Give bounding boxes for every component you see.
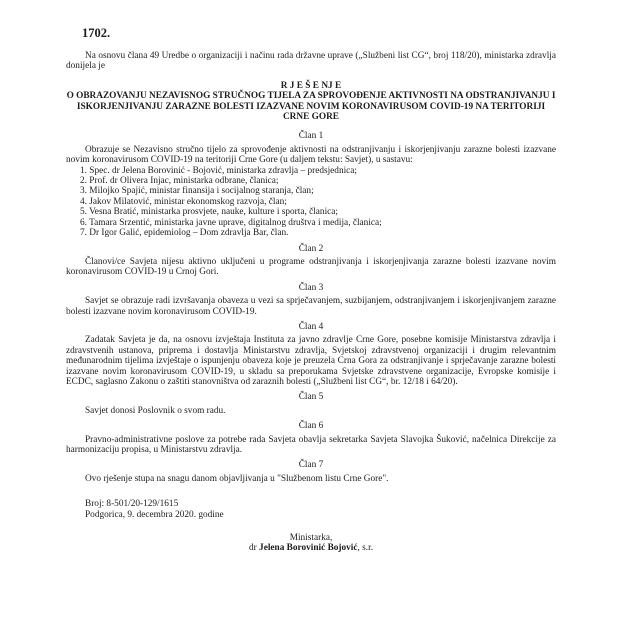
- signature-suffix: , s.r.: [357, 543, 374, 554]
- article-text: Savjet donosi Poslovnik o svom radu.: [85, 405, 226, 416]
- article-heading: Član 1: [298, 131, 324, 142]
- article-heading: Član 4: [298, 321, 324, 332]
- place-date: Podgorica, 9. decembra 2020. godine: [85, 509, 224, 520]
- article-clan-2: [66, 244, 556, 278]
- article-text: Zadatak Savjeta je da, na osnovu izvještaja Instituta za javno zdravlje Crne Gore, posebne komisije Ministarstva zdravlja i zdravstvenih ustanova, priprema i dostavlja Ministarstvu zdravlja, Svjetskoj zdravstvenoj organizaciji i drugim relevantnim međunarodnim tijelima izvještaje o ispunjenju obaveza koje je preuzela Crna Gora za odstranjivanje i sprječavanje zarazne bolesti izazvane novim koronavirusom COVID-19, u skladu sa preporukama Svjetske zdravstvene organizacije, Evropske komisije i ECDC, saglasno Zakonu o zaštiti stanovništva od zaraznih bolesti („Službeni list CG“, br. 12/18 i 64/20).: [66, 335, 556, 387]
- article-heading: Član 5: [298, 392, 324, 403]
- article-text: Članovi/ce Savjeta nijesu aktivno uključeni u programe odstranjivanja i iskorjenjivanja zarazne bolesti izazvane novim koronavirusom COVID-19 u Crnoj Gori.: [66, 256, 556, 278]
- decree-title: [66, 81, 556, 123]
- member-item: 7. Dr Igor Galić, epidemiolog – Dom zdravlja Bar, član.: [80, 228, 289, 239]
- signature-name: Jelena Borovinić Bojović: [259, 543, 358, 554]
- member-item: 1. Spec. dr Jelena Borovinić - Bojović, ministarka zdravlja – predsjednica;: [80, 165, 358, 176]
- title-type-line: R J E Š E NJ E: [280, 80, 342, 91]
- signature-role: Ministarka,: [289, 533, 333, 544]
- article-clan-1: [66, 131, 556, 238]
- signature-block: [66, 533, 556, 554]
- signature-prefix: dr: [248, 543, 260, 554]
- article-heading: Član 2: [298, 243, 324, 254]
- signature-line: [66, 543, 556, 553]
- member-item: 6. Tamara Srzentić, ministarka javne uprave, digitalnog društva i medija, članica;: [80, 217, 382, 228]
- document-number: 1702.: [82, 26, 111, 40]
- article-clan-3: [66, 283, 556, 317]
- article-text: Ovo rješenje stupa na snagu danom objavljivanja u "Službenom listu Crne Gore".: [85, 473, 389, 484]
- reference-number: Broj: 8-501/20-129/1615: [85, 499, 179, 510]
- member-item: 3. Milojko Spajić, ministar finansija i socijalnog staranja, član;: [80, 186, 314, 197]
- intro-paragraph: Na osnovu člana 49 Uredbe o organizaciji i načinu rada državne uprave („Službeni list CG“, broj 118/20), ministarka zdravlja donijela je: [66, 51, 556, 72]
- article-text: Pravno-administrativne poslove za potrebe rada Savjeta obavlja sekretarka Savjeta Slavojka Šuković, načelnica Direkcije za harmonizaciju propisa, u Ministarstvu zdravlja.: [66, 434, 556, 455]
- article-clan-4: [66, 322, 556, 387]
- article-heading: Član 6: [298, 421, 324, 432]
- article-clan-6: [66, 421, 556, 455]
- member-item: 2. Prof. dr Olivera Injac, ministarka odbrane, članica;: [80, 176, 279, 187]
- article-clan-5: [66, 392, 556, 416]
- article-text: Obrazuje se Nezavisno stručno tijelo za sprovođenje aktivnosti na odstranjivanju i iskorjenjivanju zarazne bolesti izazvane novim koronavirusom COVID-19 na teritoriji Crne Gore (u daljem tekstu: Savjet), u sastavu:: [66, 144, 556, 166]
- article-heading: Član 3: [298, 282, 324, 293]
- article-text: Savjet se obrazuje radi izvršavanja obaveza u vezi sa sprječavanjem, suzbijanjem, odstranjivanjem i iskorjenjivanjem zarazne bolesti izazvane novim koronavirusom COVID-19.: [66, 296, 556, 317]
- member-item: 5. Vesna Bratić, ministarka prosvjete, nauke, kulture i sporta, članica;: [80, 207, 338, 218]
- article-clan-7: [66, 460, 556, 484]
- title-subject-line: O OBRAZOVANJU NEZAVISNOG STRUČNOG TIJELA ZA SPROVOĐENJE AKTIVNOSTI NA ODSTRANJIVANJU I ISKORJENJIVANJU ZARAZNE BOLESTI IZAZVANE NOVIM KORONAVIRUSOM COVID-19 NA TERITORIJI CRNE GORE: [66, 91, 556, 123]
- members-list: [66, 166, 556, 239]
- reference-block: [66, 499, 556, 520]
- article-heading: Član 7: [298, 460, 324, 471]
- member-item: 4. Jakov Milatović, ministar ekonomskog razvoja, član;: [80, 196, 287, 207]
